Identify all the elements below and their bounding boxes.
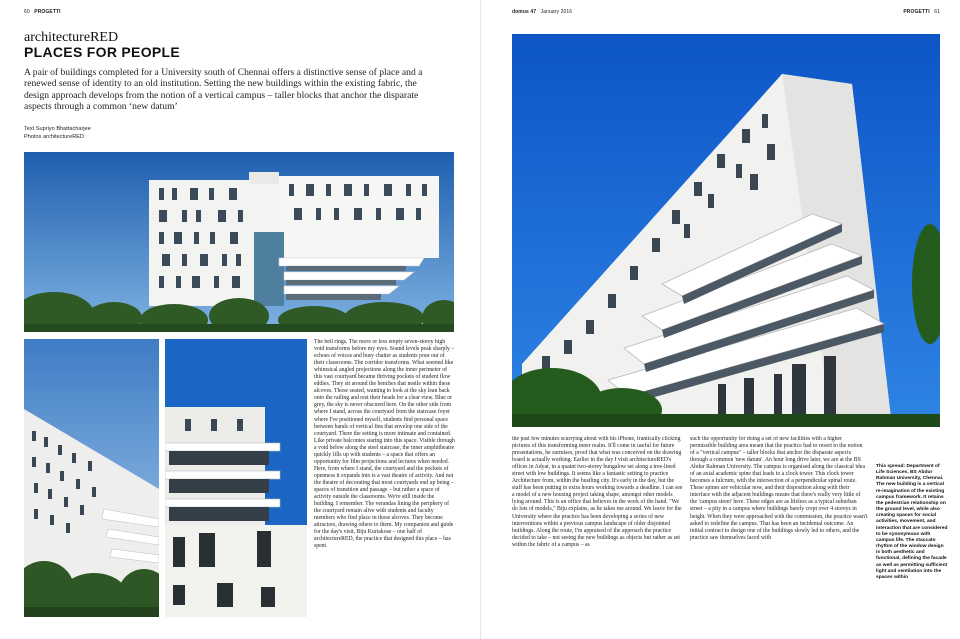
photo-balcony-tower <box>165 339 307 617</box>
right-running-head-left <box>512 9 572 15</box>
right-folio: 61 <box>934 9 940 15</box>
left-folio: 60 <box>24 9 30 15</box>
photo-building-wide-art <box>24 152 454 332</box>
right-section: PROGETTI <box>903 9 930 15</box>
photo-balcony-tower-art <box>165 339 307 617</box>
right-magazine: domus 47 <box>512 9 537 15</box>
left-body-text: The bell rings. The more or less empty seven-storey high void transforms before my eyes. Sound levels peak sharply – echoes of voices and busy chatter as students pour out of their classrooms. The corridor transforms. What seemed like whimsical angled projections along the inner perimeter of this vast courtyard became thriving pockets of student flow eddies. They sit around the benches that nestle within these alcoves. Those seated, wanting to look at the sky lean back onto the railing and rest their heads for a clear view. Blue or grey, the sky is never obscured here. On the other side from where I stand, across the courtyard from the staircase foyer where I've positioned myself, students find personal space between bands of vertical fins that envelop one side of the courtyard. There the setting is more intimate and contained. Like private balconies staring into this space. Visible through a void below along the steel staircase, the inner amphitheatre quickly fills up with students – a space that offers an opportunity for film projections and lectures when needed. Here, from where I stand, the courtyard and the pockets of openness it expands into is a vast theatre of activity. And not the theatre of decorating that most courtyards end up being – spaces of transition and passage – but rather a space of activity outside the classrooms. We're still inside the building. I remember. The verandas lining the periphery of the courtyard remain alive with students and faculty members who find place in those alcoves. They become attractors, drawing others to them. My companion and guide for the day's visit, Biju Kuriakose – one half of architectureRED, the practice that designed this place – has spent <box>314 339 455 550</box>
right-body-column-2 <box>690 436 868 626</box>
headline: PLACES FOR PEOPLE <box>24 44 181 60</box>
left-body-column <box>314 339 455 619</box>
left-running-head <box>24 9 61 15</box>
right-running-head-right <box>903 9 940 15</box>
credit-photos: Photos architectureRED <box>24 133 85 140</box>
left-section: PROGETTI <box>34 9 61 15</box>
kicker: architectureRED <box>24 30 119 45</box>
photo-caption: This spread: Department of Life Sciences, BS Abdur Rahman University, Chennai. The new building is a vertical re-imagination of the existing campus framework. It retains the pedestrian relationship on the ground level, while also creating spaces for social activities, movement, and interaction that are considered to be synonymous with campus life. The staccato rhythm of the window design is both aesthetic and functional, defining the facade as well as permitting sufficient light and ventilation into the spaces within <box>876 464 948 580</box>
standfirst: A pair of buildings completed for a University south of Chennai offers a distinctive sense of place and a renewed sense of identity to an old institution. Setting the new buildings within the existing fabric, the design approach develops from the notion of a vertical campus – taller blocks that anchor the disparate aspects through a common ‘new datum’ <box>24 67 423 113</box>
photo-tower-perspective-art <box>512 34 940 427</box>
right-body-text-1: the past few minutes scurrying about with his iPhone, frantically clicking pictures of this transforming inner realm. It'll come in useful for future presentations, he surmises, proof that what was conceived on the drawing board is actually working. Earlier in the day I visit architectureRED's offices in Adyar, in a quaint two-storey bungalow set along a tree-lined street with low buildings. It seems like a fantastic setting to practice Architecture from, within the bustling city. It's early in the day, but the staff has been putting in extra hours working towards a deadline. I can see a model of a new housing project taking shape, amongst other models lying around. This is an office that believes in the work of the hand. "We do lots of models," Biju explains, as he takes me around. We leave for the University where the practice has been developing a series of new interventions within a previous campus landscape of older disjointed buildings. Along the route, I'm appraised of the approach the practice decided to take – not seeing the new buildings as objects but rather as set within the fabric of a campus – as <box>512 436 683 548</box>
photo-tower-perspective <box>512 34 940 427</box>
photo-building-wide <box>24 152 454 332</box>
credits <box>24 126 91 141</box>
spread-gutter <box>480 0 481 639</box>
photo-angled-facade <box>24 339 159 617</box>
right-issue: January 2016 <box>540 9 573 15</box>
credit-text: Text Supriyo Bhattacharjee <box>24 126 91 132</box>
photo-angled-facade-art <box>24 339 159 617</box>
right-body-column-1 <box>512 436 684 626</box>
right-body-text-2: such the opportunity for doing a set of new facilities with a higher permissible building area meant that the practice had to resort to the notion of a "vertical campus" – taller blocks that anchor the disparate aspects through a common 'new datum'. An hour long drive later, we are at the BS Abdur Rahman University. The campus is organised along the classical idea of an axial academic spine that leads to a clock tower. This clock tower becomes a fulcrum, with the intersection of a perpendicular spinal route. These spines are vehicular now, and their disposition along with their interface with the adjacent buildings means that there's really very little of the 'campus street' here. These edges are as lifeless as a typical suburban street – a pity in a campus where buildings barely crept over 4 storeys in height. When they were approached with the commission, the practice wasn't asked to redefine the campus. That has been an incidental outcome. An initial contract to design one of the buildings slowly led to others, and the practice saw themselves faced with <box>690 436 868 541</box>
